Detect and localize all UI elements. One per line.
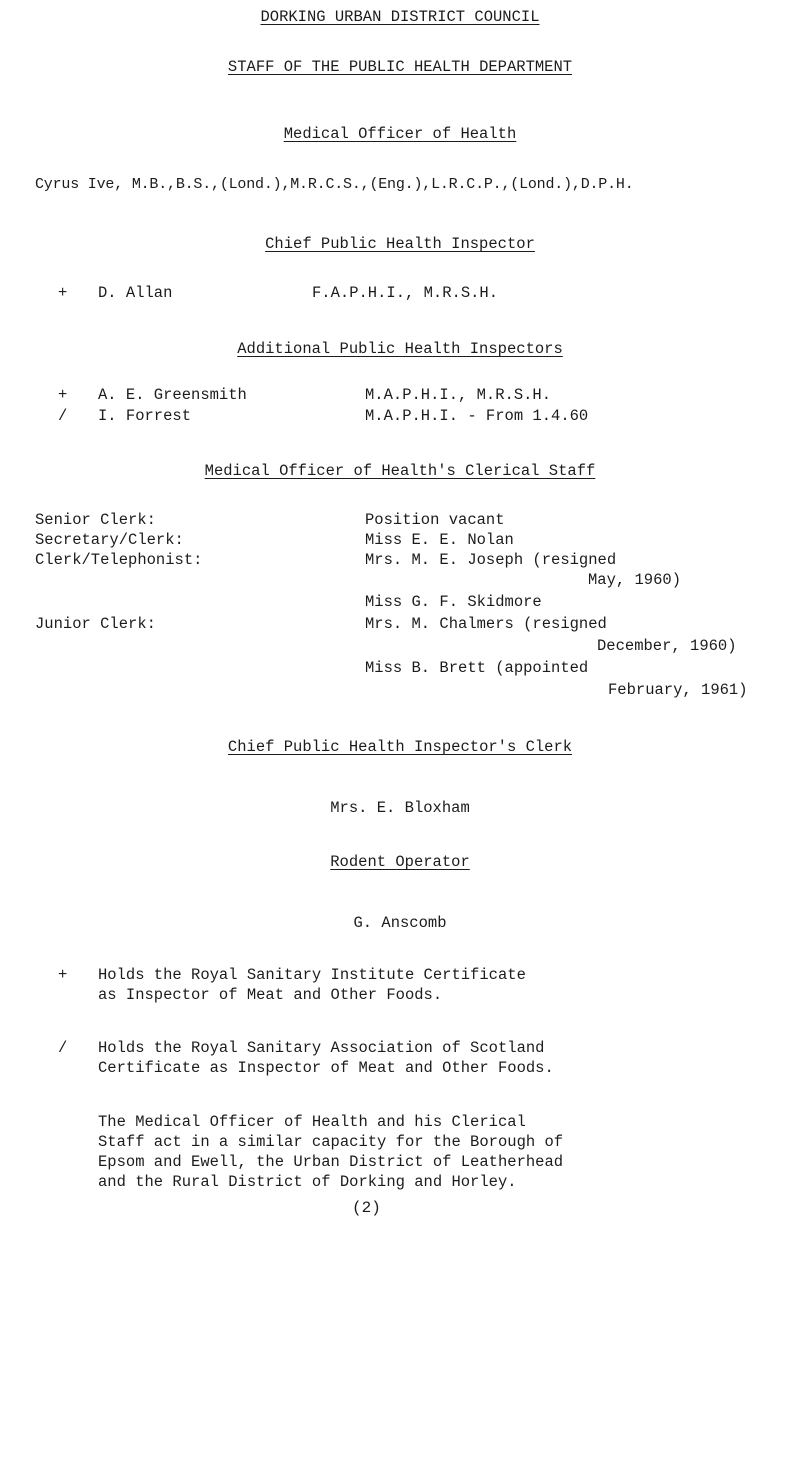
note-line: as Inspector of Meat and Other Foods. [98,986,443,1004]
aphi-row-quals: M.A.P.H.I., M.R.S.H. [365,386,552,404]
closing-paragraph-line: The Medical Officer of Health and his Clerical [98,1113,526,1131]
aphi-heading: Additional Public Health Inspectors [237,340,563,358]
telephonist-value: Mrs. M. E. Joseph (resigned [365,551,617,569]
telephonist-label: Clerk/Telephonist: [35,551,203,569]
telephonist-value: May, 1960) [588,571,682,589]
moh-name-line: Cyrus Ive, M.B.,B.S.,(Lond.),M.R.C.S.,(Eng.),L.R.C.P.,(Lond.),D.P.H. [35,176,634,193]
cphi-clerk-heading: Chief Public Health Inspector's Clerk [227,738,573,756]
department-title: STAFF OF THE PUBLIC HEALTH DEPARTMENT [227,58,573,76]
note-mark: / [58,1039,68,1057]
note-line: Holds the Royal Sanitary Institute Certificate [98,966,526,984]
closing-paragraph-line: and the Rural District of Dorking and Horley. [98,1173,517,1191]
council-title: DORKING URBAN DISTRICT COUNCIL [260,8,540,26]
closing-paragraph-line: Epsom and Ewell, the Urban District of Leatherhead [98,1153,564,1171]
aphi-row-quals: M.A.P.H.I. - From 1.4.60 [365,407,589,425]
rodent-operator-name: G. Anscomb [353,914,447,932]
aphi-row-name: A. E. Greensmith [98,386,247,404]
junior-clerk-value: December, 1960) [597,637,737,655]
cphi-heading: Chief Public Health Inspector [265,235,535,253]
cphi-quals: F.A.P.H.I., M.R.S.H. [312,284,499,302]
junior-clerk-value: Miss B. Brett (appointed [365,659,589,677]
secretary-clerk-label: Secretary/Clerk: [35,531,184,549]
clerical-heading: Medical Officer of Health's Clerical Staff [204,462,596,480]
page-number: (2) [352,1199,381,1217]
note-mark: + [58,966,68,984]
note-line: Certificate as Inspector of Meat and Other Foods. [98,1059,554,1077]
cphi-name: D. Allan [98,284,173,302]
junior-clerk-value: Mrs. M. Chalmers (resigned [365,615,607,633]
aphi-row-mark: / [58,407,68,425]
rodent-heading: Rodent Operator [330,853,470,871]
secretary-clerk-value: Miss E. E. Nolan [365,531,514,549]
cphi-mark: + [58,284,68,302]
telephonist-value: Miss G. F. Skidmore [365,593,542,611]
senior-clerk-label: Senior Clerk: [35,511,156,529]
junior-clerk-label: Junior Clerk: [35,615,156,633]
senior-clerk-value: Position vacant [365,511,505,529]
moh-heading: Medical Officer of Health [283,125,517,143]
closing-paragraph-line: Staff act in a similar capacity for the Borough of [98,1133,564,1151]
note-line: Holds the Royal Sanitary Association of Scotland [98,1039,545,1057]
aphi-row-name: I. Forrest [98,407,192,425]
junior-clerk-value: February, 1961) [608,681,748,699]
cphi-clerk-name: Mrs. E. Bloxham [330,799,470,817]
aphi-row-mark: + [58,386,68,404]
